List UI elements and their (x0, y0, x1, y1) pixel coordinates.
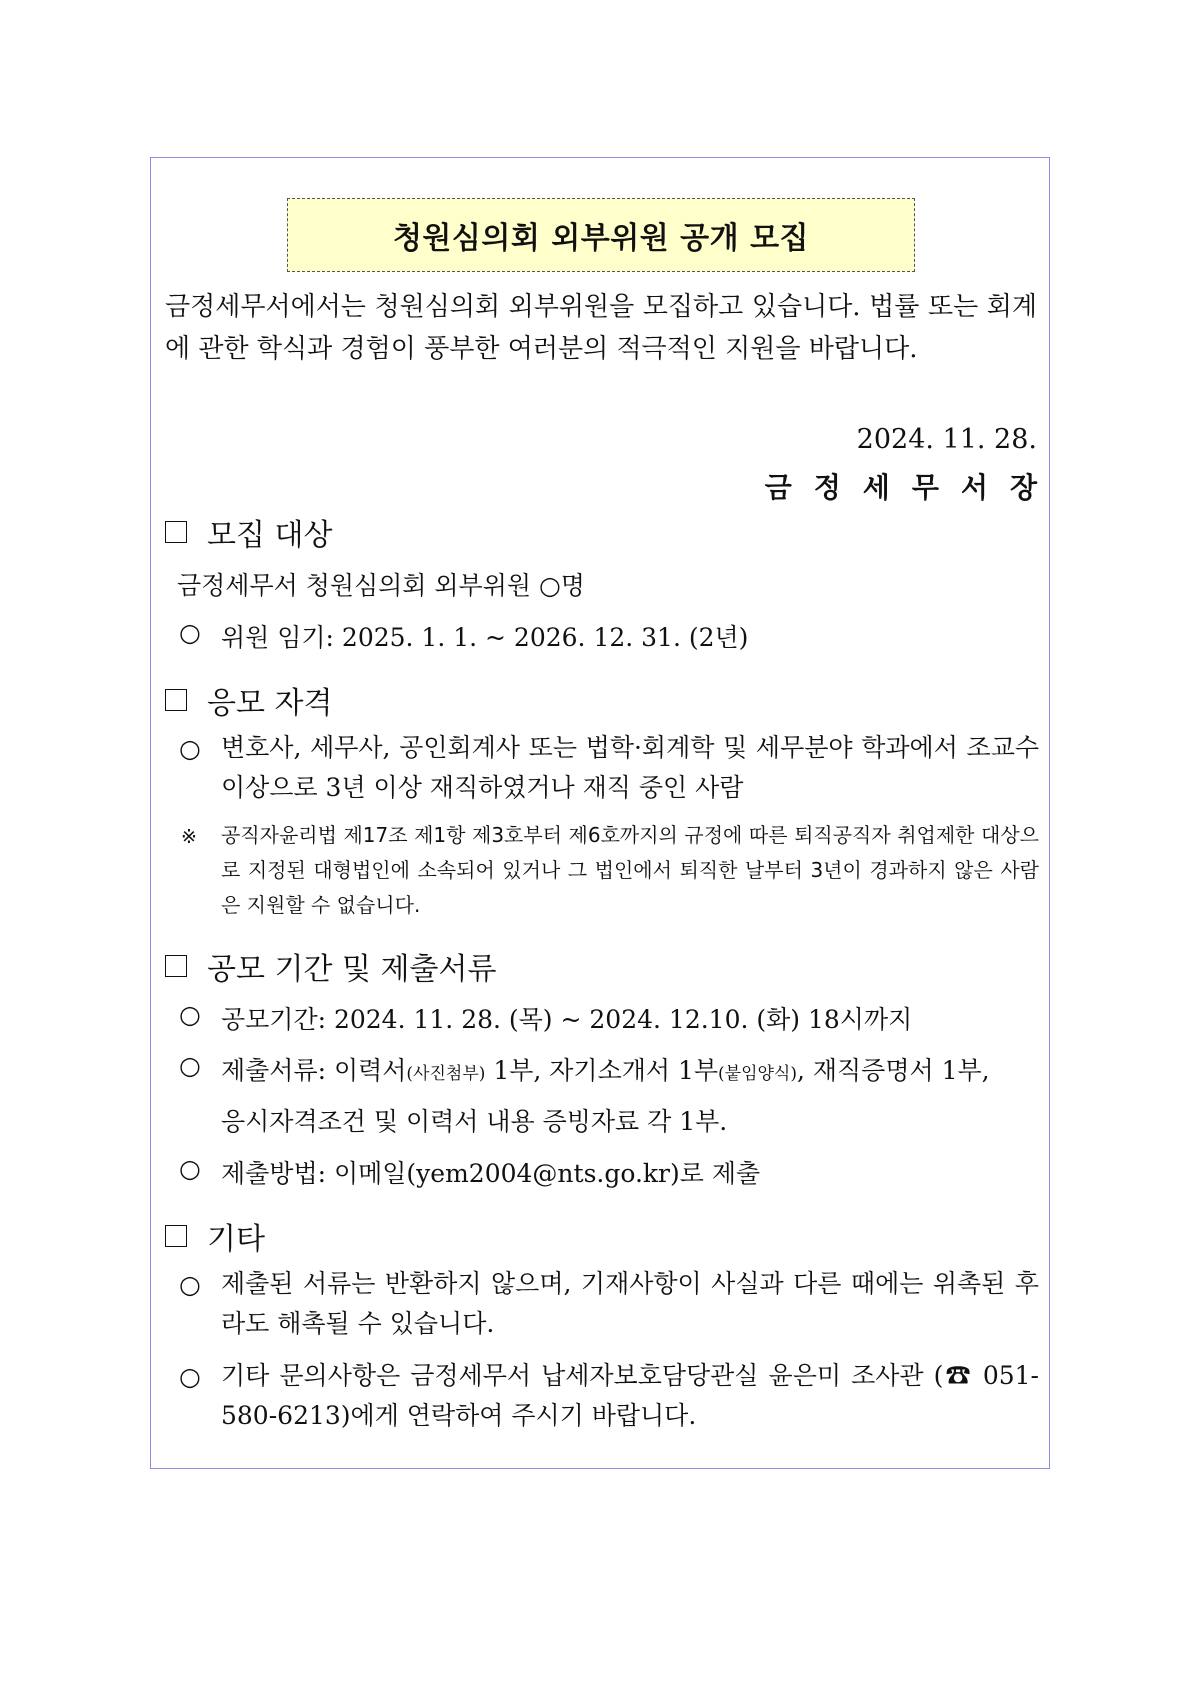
section-qualification-heading (165, 678, 332, 722)
docs-text-a: 제출서류: 이력서 (221, 1056, 407, 1085)
section-target-heading (165, 510, 332, 554)
docs-text-e: , 재직증명서 1부, (796, 1056, 990, 1085)
section-other-heading (165, 1214, 265, 1258)
docs-text-d: (붙임양식) (718, 1064, 797, 1084)
qualification-note: 공직자윤리법 제17조 제1항 제3호부터 제6호까지의 규정에 따른 퇴직공직자 취업제한 대상으로 지정된 대형법인에 소속되어 있거나 그 법인에서 퇴직한 날부터 3년이 경과하지 않은 사람은 지원할 수 없습니다. (221, 823, 1039, 917)
bullet-icon: ○ (179, 734, 201, 763)
bullet-icon: ○ (179, 1362, 201, 1391)
page-title: 청원심의회 외부위원 공개 모집 (392, 221, 810, 256)
bullet-icon: ○ (179, 1270, 201, 1299)
notice-date: 2024. 11. 28. (856, 424, 1037, 455)
note-mark: ※ (181, 826, 197, 848)
checkbox-square-icon (165, 521, 187, 543)
docs-text-b: (사진첨부) (406, 1064, 486, 1084)
other-item-1: 제출된 서류는 반환하지 않으며, 기재사항이 사실과 다른 때에는 위촉된 후라도 해촉될 수 있습니다. (221, 1269, 1039, 1338)
bullet-icon: ○ (179, 1000, 201, 1029)
intro-paragraph: 금정세무서에서는 청원심의회 외부위원을 모집하고 있습니다. 법률 또는 회계에 관한 학식과 경험이 풍부한 여러분의 적극적인 지원을 바랍니다. (165, 292, 1037, 364)
bullet-icon: ○ (179, 1051, 201, 1080)
period-line: 공모기간: 2024. 11. 28. (목) ~ 2024. 12.10. (화) 18시까지 (221, 1005, 913, 1034)
checkbox-square-icon (165, 689, 187, 711)
qualification-item: 변호사, 세무사, 공인회계사 또는 법학·회계학 및 세무분야 학과에서 조교수 이상으로 3년 이상 재직하였거나 재직 중인 사람 (221, 733, 1039, 802)
bullet-icon: ○ (179, 1154, 201, 1183)
checkbox-square-icon (165, 955, 187, 977)
section-period-label: 공모 기간 및 제출서류 (207, 952, 497, 987)
term-line: 위원 임기: 2025. 1. 1. ~ 2026. 12. 31. (2년) (221, 623, 749, 652)
docs-line-2: 응시자격조건 및 이력서 내용 증빙자료 각 1부. (221, 1107, 728, 1136)
title-box (287, 198, 915, 272)
section-qualification-label: 응모 자격 (207, 686, 333, 721)
section-period-heading (165, 944, 496, 988)
checkbox-square-icon (165, 1225, 187, 1247)
notice-frame (150, 157, 1059, 1469)
docs-line (221, 1051, 990, 1087)
section-target-label: 모집 대상 (207, 518, 333, 553)
target-line: 금정세무서 청원심의회 외부위원 ○명 (177, 571, 585, 600)
other-item-2: 기타 문의사항은 금정세무서 납세자보호담당관실 윤은미 조사관 (☎ 051-580-6213)에게 연락하여 주시기 바랍니다. (221, 1361, 1039, 1430)
section-other-label: 기타 (207, 1222, 265, 1257)
docs-text-c: 1부, 자기소개서 1부 (485, 1056, 719, 1085)
signer: 금정세무서장 (764, 471, 1059, 504)
bullet-icon: ○ (179, 618, 201, 647)
method-line: 제출방법: 이메일(yem2004@nts.go.kr)로 제출 (221, 1159, 761, 1188)
